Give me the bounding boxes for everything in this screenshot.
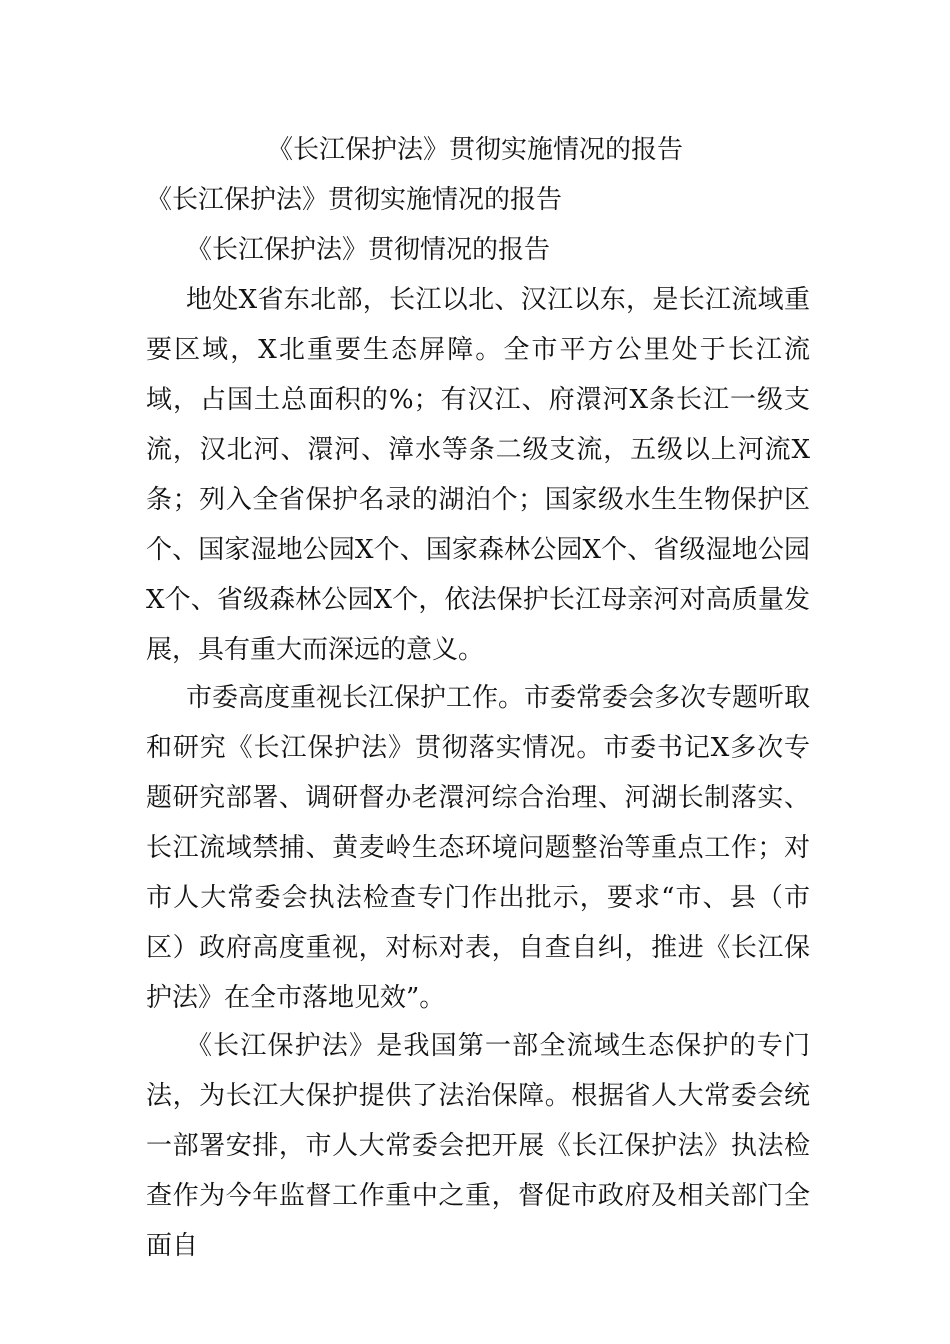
document-title: 《长江保护法》贯彻实施情况的报告 <box>266 135 683 165</box>
paragraph-law-significance: 《长江保护法》是我国第一部全流域生态保护的专门法，为长江大保护提供了法治保障。根据省人大常委会统一部署安排，市人大常委会把开展《长江保护法》执法检查作为今年监督工作重中之重，督促市政府及相关部门全面自 <box>146 1031 810 1261</box>
paragraph-overview: 地处X省东北部，长江以北、汉江以东，是长江流域重要区域，X北重要生态屏障。全市平方公里处于长江流域，占国土总面积的%；有汉江、府澴河X条长江一级支流，汉北河、澴河、漳水等条二级支流，五级以上河流X条；列入全省保护名录的湖泊个；国家级水生生物保护区个、国家湿地公园X个、国家森林公园X个、省级湿地公园X个、省级森林公园X个，依法保护长江母亲河对高质量发展，具有重大而深远的意义。 <box>146 285 810 665</box>
document-subtitle: 《长江保护法》贯彻实施情况的报告 <box>146 185 563 215</box>
paragraph-party-committee: 市委高度重视长江保护工作。市委常委会多次专题听取和研究《长江保护法》贯彻落实情况。市委书记X多次专题研究部署、调研督办老澴河综合治理、河湖长制落实、长江流域禁捕、黄麦岭生态环境问题整治等重点工作；对市人大常委会执法检查专门作出批示，要求“市、县（市区）政府高度重视，对标对表，自查自纠，推进《长江保护法》在全市落地见效”。 <box>146 683 811 1013</box>
document-subheading: 《长江保护法》贯彻情况的报告 <box>186 235 551 265</box>
